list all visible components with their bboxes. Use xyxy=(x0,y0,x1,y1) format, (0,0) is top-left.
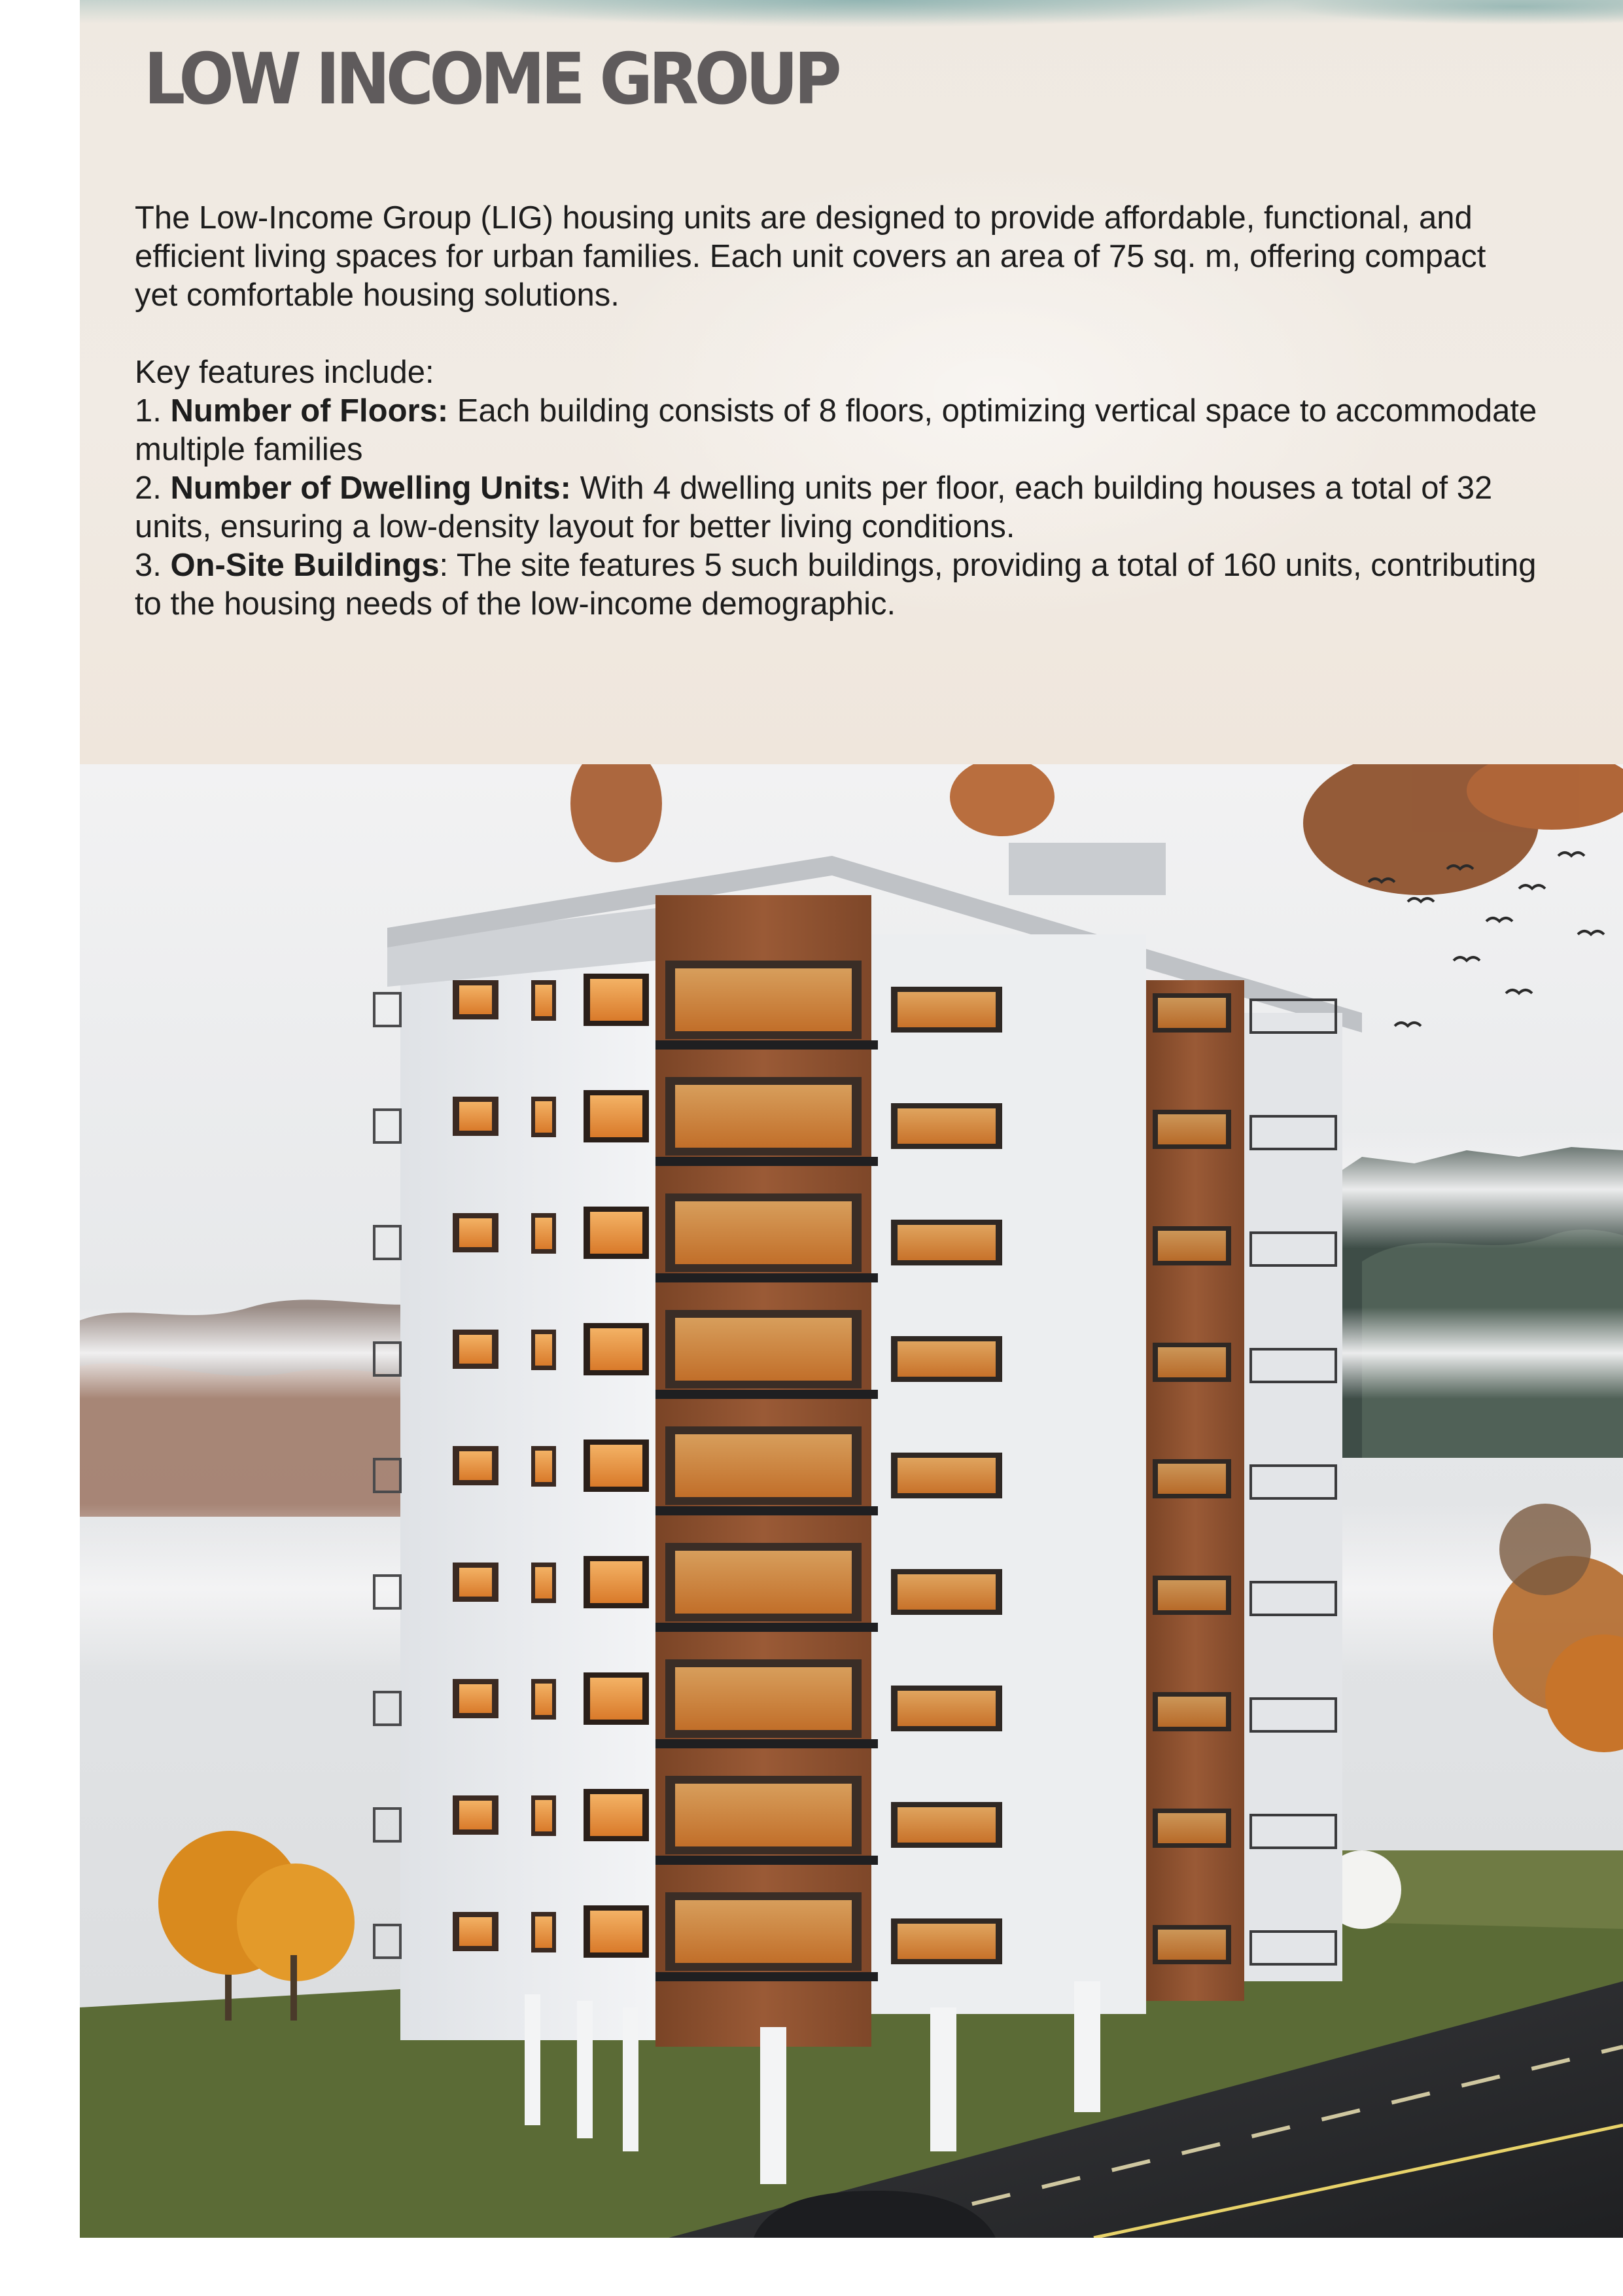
balcony-light xyxy=(675,1667,852,1730)
feature-item-floors xyxy=(135,392,1623,431)
window-light xyxy=(535,1101,552,1133)
balcony-light xyxy=(675,1434,852,1497)
window-light xyxy=(535,1334,552,1366)
balcony-slab xyxy=(655,1506,878,1515)
window-light xyxy=(1158,1580,1226,1610)
window-light xyxy=(590,1678,642,1720)
feature-text-continued: to the housing needs of the low-income demographic. xyxy=(135,586,896,622)
window-light xyxy=(459,1917,492,1946)
window-light xyxy=(459,1568,492,1597)
feature-label: On-Site Buildings xyxy=(170,548,440,583)
window-light xyxy=(459,985,492,1014)
feature-text: : The site features 5 such buildings, providing a total of 160 units, contributing xyxy=(439,548,1537,583)
window-light xyxy=(1158,1114,1226,1144)
feature-text-continued: units, ensuring a low-density layout for better living conditions. xyxy=(135,509,1015,544)
window-light xyxy=(1158,1697,1226,1727)
window-light xyxy=(535,1567,552,1598)
window-light xyxy=(535,1916,552,1948)
window-light xyxy=(898,1341,996,1377)
balcony-slab xyxy=(655,1739,878,1748)
window-light xyxy=(459,1335,492,1364)
building-photo xyxy=(80,764,1623,2238)
window-light xyxy=(1158,1347,1226,1377)
feature-text: Each building consists of 8 floors, optimizing vertical space to accommodate xyxy=(448,393,1537,429)
window-light xyxy=(535,1684,552,1715)
feature-text-continued: multiple families xyxy=(135,432,363,467)
window-light xyxy=(459,1684,492,1713)
balcony-slab xyxy=(655,1273,878,1282)
window-light xyxy=(590,1328,642,1370)
key-features-heading: Key features include: xyxy=(135,355,434,390)
balcony-slab xyxy=(655,1157,878,1166)
window-light xyxy=(898,1458,996,1493)
paper-texture-background xyxy=(80,0,1623,764)
balcony-slab xyxy=(655,1856,878,1865)
window-light xyxy=(535,1800,552,1831)
window-light xyxy=(898,992,996,1027)
window-light xyxy=(590,1794,642,1836)
feature-label: Number of Floors: xyxy=(170,393,449,429)
balcony-light xyxy=(675,1201,852,1264)
window-light xyxy=(590,979,642,1021)
body-text xyxy=(135,199,1623,624)
window-light xyxy=(898,1225,996,1260)
window-light xyxy=(1158,1930,1226,1960)
feature-number: 2. xyxy=(135,470,162,506)
window-light xyxy=(898,1924,996,1959)
balcony-light xyxy=(675,1900,852,1963)
balcony-light xyxy=(675,968,852,1031)
window-light xyxy=(1158,1231,1226,1261)
window-light xyxy=(590,1212,642,1254)
feature-label: Number of Dwelling Units: xyxy=(170,470,571,506)
intro-line: The Low-Income Group (LIG) housing units are designed to provide affordable, functional, and xyxy=(135,200,1473,236)
window-light xyxy=(459,1451,492,1480)
feature-item-on-site-buildings xyxy=(135,546,1623,585)
window-light xyxy=(1158,1813,1226,1843)
window-light xyxy=(535,1218,552,1249)
window-light xyxy=(898,1108,996,1144)
feature-item-dwelling-units xyxy=(135,469,1623,508)
window-light xyxy=(898,1691,996,1726)
window-light xyxy=(590,1095,642,1137)
window-light xyxy=(590,1445,642,1487)
window-light xyxy=(590,1561,642,1603)
window-light xyxy=(898,1807,996,1843)
building-illustration xyxy=(80,764,1623,2238)
intro-line: yet comfortable housing solutions. xyxy=(135,277,620,313)
feature-number: 1. xyxy=(135,393,162,429)
document-page xyxy=(80,0,1623,2296)
balcony-slab xyxy=(655,1972,878,1981)
window-light xyxy=(898,1574,996,1610)
balcony-light xyxy=(675,1085,852,1148)
window-light xyxy=(1158,1464,1226,1494)
window-light xyxy=(535,1451,552,1482)
window-light xyxy=(590,1911,642,1952)
balcony-slab xyxy=(655,1390,878,1399)
window-light xyxy=(459,1102,492,1131)
window-light xyxy=(459,1801,492,1829)
balcony-slab xyxy=(655,1623,878,1632)
window-light xyxy=(459,1218,492,1247)
balcony-light xyxy=(675,1551,852,1614)
feature-text: With 4 dwelling units per floor, each building houses a total of 32 xyxy=(571,470,1493,506)
balcony-light xyxy=(675,1318,852,1381)
window-light xyxy=(1158,998,1226,1028)
page-title: LOW INCOME GROUP xyxy=(144,39,838,120)
balcony-slab xyxy=(655,1040,878,1050)
feature-number: 3. xyxy=(135,548,162,583)
balcony-light xyxy=(675,1784,852,1846)
window-light xyxy=(535,985,552,1016)
intro-line: efficient living spaces for urban families. Each unit covers an area of 75 sq. m, offering compact xyxy=(135,239,1486,274)
